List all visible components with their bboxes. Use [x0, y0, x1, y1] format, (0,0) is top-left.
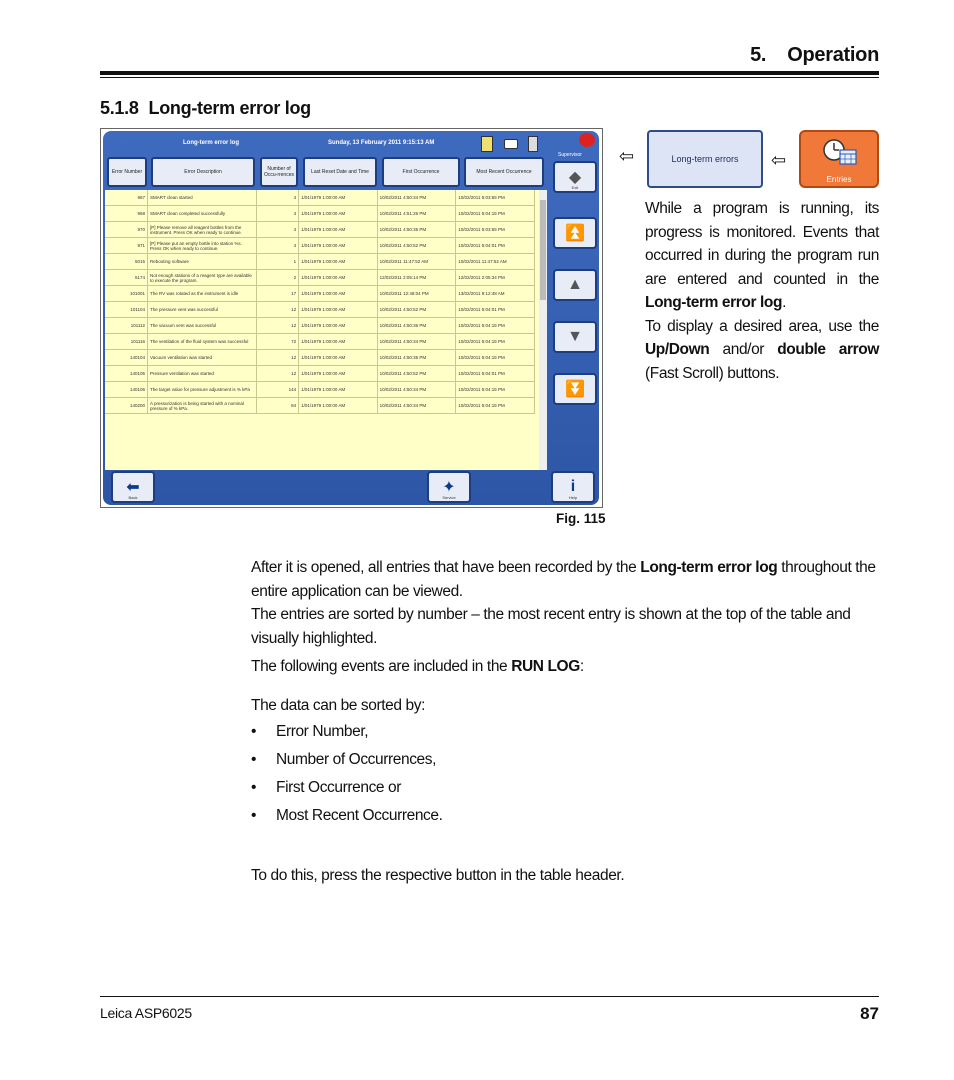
- table-cell: Pressure ventilation was started: [148, 366, 257, 382]
- table-cell: 144: [256, 382, 298, 398]
- user-label: Supervisor: [558, 152, 582, 158]
- bottle-icon: [481, 136, 493, 152]
- help-label: Help: [568, 495, 578, 500]
- info-icon: i: [570, 478, 576, 495]
- table-cell: 10/02/2011 5:03:55 PM: [456, 190, 535, 206]
- table-cell: 10/02/2011 11:47:52 AM: [377, 254, 456, 270]
- list-item: • Most Recent Occurrence.: [251, 807, 443, 824]
- side-text-bold-3: double arrow: [777, 341, 879, 358]
- table-cell: 1/01/1979 1:00:00 AM: [299, 366, 377, 382]
- table-cell: 1/01/1979 1:00:00 AM: [299, 206, 377, 222]
- table-cell: The vacuum vent was successful: [148, 318, 257, 334]
- table-cell: 1/01/1979 1:00:00 AM: [299, 286, 377, 302]
- table-row[interactable]: [105, 302, 535, 318]
- table-cell: 1/01/1979 1:00:00 AM: [299, 270, 377, 286]
- table-scrollbar[interactable]: [539, 190, 547, 470]
- chapter-number: 5.: [750, 44, 767, 66]
- service-label: Service: [442, 495, 456, 500]
- table-row[interactable]: [105, 206, 535, 222]
- table-cell: 72: [256, 334, 298, 350]
- arrow-left-icon: ⇦: [771, 150, 787, 170]
- table-cell: SMART clean started: [148, 190, 257, 206]
- table-cell: 1/01/1979 1:00:00 AM: [299, 382, 377, 398]
- screen-date: Sunday, 13 February 2011 9:15:13 AM: [328, 140, 435, 146]
- table-cell: 1/01/1979 1:00:00 AM: [299, 222, 377, 238]
- side-text-end: .: [782, 294, 786, 311]
- table-cell: 12: [256, 302, 298, 318]
- table-cell: 971: [105, 238, 148, 254]
- list-item-text: Error Number,: [276, 723, 369, 740]
- table-cell: [P] Please put an empty bottle into station %s. Press OK when ready to continue.: [148, 238, 257, 254]
- table-row[interactable]: [105, 318, 535, 334]
- table-row[interactable]: [105, 366, 535, 382]
- table-row[interactable]: [105, 222, 535, 238]
- table-row[interactable]: [105, 238, 535, 254]
- table-cell: 10/02/2011 4:50:34 PM: [377, 382, 456, 398]
- clock-calendar-icon: [823, 138, 857, 166]
- table-cell: A pressurization is being started with a nominal pressure of % kPa.: [148, 398, 257, 414]
- table-row[interactable]: [105, 398, 535, 414]
- table-cell: 101001: [105, 286, 148, 302]
- table-cell: 10/02/2011 4:50:34 PM: [377, 190, 456, 206]
- table-cell: 1/01/1979 1:00:00 AM: [299, 398, 377, 414]
- table-cell: 968: [105, 206, 148, 222]
- table-cell: 84: [256, 398, 298, 414]
- side-text-bold-1: Long-term error log: [645, 294, 783, 311]
- table-cell: 12/02/2011 2:05:14 PM: [377, 270, 456, 286]
- table-cell: The RV was rotated as the instrument is idle: [148, 286, 257, 302]
- status-icon: [528, 136, 538, 152]
- table-row[interactable]: [105, 190, 535, 206]
- section-title: Long-term error log: [148, 98, 311, 118]
- table-cell: 1/01/1979 1:00:00 AM: [299, 254, 377, 270]
- body-text: The entries are sorted by number – the most recent entry is shown at the top of the table and visually highlighted.: [251, 606, 851, 647]
- screen-panel: [103, 131, 599, 505]
- page-down-button[interactable]: [553, 373, 597, 405]
- table-cell: 10/02/2011 4:50:35 PM: [377, 222, 456, 238]
- page-up-button[interactable]: [553, 217, 597, 249]
- list-item: • Number of Occurrences,: [251, 751, 437, 768]
- body-text: The following events are included in the: [251, 658, 512, 675]
- error-log-table: [105, 190, 545, 470]
- table-cell: 970: [105, 222, 148, 238]
- side-description: [645, 197, 879, 385]
- table-cell: 4: [256, 222, 298, 238]
- body-paragraph-5: To do this, press the respective button in the table header.: [251, 867, 625, 884]
- table-cell: 10/02/2011 5:04:15 PM: [456, 398, 535, 414]
- table-cell: 17: [256, 286, 298, 302]
- side-text-1: While a program is running, its progress is monitored. Events that occurred in during the program run are entered and counted in the: [645, 200, 879, 288]
- table-cell: 10/02/2011 5:04:15 PM: [456, 318, 535, 334]
- table-cell: 10/02/2011 5:04:15 PM: [456, 382, 535, 398]
- table-cell: 101112: [105, 318, 148, 334]
- table-row[interactable]: [105, 270, 535, 286]
- body-bold: RUN LOG: [511, 658, 580, 675]
- header-rule-thin: [100, 77, 879, 78]
- body-text: throughout the entire application can be viewed.: [251, 559, 876, 600]
- double-down-icon: ⏬: [565, 381, 585, 398]
- battery-icon: [504, 139, 518, 149]
- side-text-2b: and/or: [709, 341, 778, 358]
- table-cell: The pressure vent was successful: [148, 302, 257, 318]
- double-up-icon: ⏫: [565, 225, 585, 242]
- entries-label: Entries: [826, 175, 852, 184]
- list-item-text: First Occurrence or: [276, 779, 402, 796]
- table-cell: 1/01/1979 1:00:00 AM: [299, 318, 377, 334]
- side-text-2a: To display a desired area, use the: [645, 317, 879, 335]
- exit-label: Exit: [571, 185, 579, 190]
- chapter-title: Operation: [787, 44, 879, 66]
- table-cell: 10/02/2011 4:50:52 PM: [377, 366, 456, 382]
- alarm-icon: [579, 133, 595, 147]
- table-cell: 1: [256, 254, 298, 270]
- side-text-bold-2: Up/Down: [645, 341, 710, 358]
- up-button[interactable]: [553, 269, 597, 301]
- table-cell: 10/02/2011 5:04:01 PM: [456, 238, 535, 254]
- table-cell: 1/01/1979 1:00:00 AM: [299, 302, 377, 318]
- table-cell: 140105: [105, 366, 148, 382]
- table-cell: 10/02/2011 4:50:52 PM: [377, 302, 456, 318]
- table-cell: 1/01/1979 1:00:00 AM: [299, 350, 377, 366]
- list-item-text: Number of Occurrences,: [276, 751, 437, 768]
- table-cell: 10/02/2011 5:04:15 PM: [456, 334, 535, 350]
- down-icon: ▼: [567, 328, 583, 345]
- table-row[interactable]: [105, 350, 535, 366]
- sort-error-number-button[interactable]: Error Number: [107, 157, 147, 187]
- table-cell: 2: [256, 270, 298, 286]
- table-row[interactable]: [105, 254, 535, 270]
- wrench-icon: ✦: [442, 479, 456, 496]
- table-cell: 5015: [105, 254, 148, 270]
- footer-rule: [100, 996, 879, 997]
- table-cell: 12: [256, 318, 298, 334]
- up-icon: ▲: [567, 276, 583, 293]
- last-reset-header: Last Reset Date and Time: [303, 157, 377, 187]
- table-cell: 10/02/2011 5:04:01 PM: [456, 302, 535, 318]
- body-text: :: [579, 658, 584, 675]
- table-row[interactable]: [105, 334, 535, 350]
- table-cell: 140200: [105, 398, 148, 414]
- table-cell: Vacuum ventilation was started: [148, 350, 257, 366]
- table-cell: 10/02/2011 11:47:52 AM: [456, 254, 535, 270]
- table-cell: 4: [256, 206, 298, 222]
- back-button[interactable]: [111, 471, 155, 503]
- table-cell: The target value for pressure adjustment is % kPa: [148, 382, 257, 398]
- table-cell: 1/01/1979 1:00:00 AM: [299, 334, 377, 350]
- table-cell: The ventilation of the fluid system was successful: [148, 334, 257, 350]
- table-cell: 10/02/2011 4:50:52 PM: [377, 238, 456, 254]
- body-bold: Long-term error log: [640, 559, 778, 576]
- table-row[interactable]: [105, 382, 535, 398]
- table-cell: 10/02/2011 12:48:04 PM: [377, 286, 456, 302]
- table-cell: 4: [256, 190, 298, 206]
- table-cell: 10/02/2011 4:50:35 PM: [377, 350, 456, 366]
- table-cell: 5174: [105, 270, 148, 286]
- sort-occurrences-button[interactable]: Number of Occu-rrences: [260, 157, 298, 187]
- table-cell: 10/02/2011 4:50:34 PM: [377, 398, 456, 414]
- section-heading: [100, 98, 321, 119]
- service-button[interactable]: [427, 471, 471, 503]
- table-cell: 140104: [105, 350, 148, 366]
- entries-button[interactable]: [799, 130, 879, 188]
- table-cell: 1/01/1979 1:00:00 AM: [299, 190, 377, 206]
- help-button[interactable]: [551, 471, 595, 503]
- body-paragraph-1: [251, 556, 879, 650]
- table-cell: 10/02/2011 4:50:34 PM: [377, 334, 456, 350]
- list-item: • Error Number,: [251, 723, 369, 740]
- table-cell: 1/01/1979 1:00:00 AM: [299, 238, 377, 254]
- sort-most-recent-button[interactable]: Most Recent Occurrence: [464, 157, 544, 187]
- body-paragraph-4: The data can be sorted by:: [251, 697, 425, 714]
- table-cell: 13/02/2011 9:12:48 AM: [456, 286, 535, 302]
- long-term-errors-button[interactable]: Long-term errors: [647, 130, 763, 188]
- body-text: After it is opened, all entries that have been recorded by the: [251, 559, 641, 576]
- table-cell: 967: [105, 190, 148, 206]
- back-arrow-icon: ⬅: [126, 479, 140, 496]
- table-cell: 10/02/2011 5:04:15 PM: [456, 206, 535, 222]
- table-row[interactable]: [105, 286, 535, 302]
- table-cell: [P] Please remove all reagent bottles from the instrument. Press OK when ready to continue.: [148, 222, 257, 238]
- screen-title: Long-term error log: [183, 140, 240, 146]
- table-cell: 12/02/2011 2:05:34 PM: [456, 270, 535, 286]
- table-cell: 10/02/2011 4:50:36 PM: [377, 318, 456, 334]
- header-rule: [100, 71, 879, 75]
- body-paragraph-3: [251, 655, 879, 679]
- table-cell: 101104: [105, 302, 148, 318]
- table-cell: 10/02/2011 4:51:26 PM: [377, 206, 456, 222]
- arrow-left-icon: ⇦: [619, 146, 635, 166]
- page-number: 87: [860, 1004, 879, 1023]
- table-cell: 10/02/2011 5:04:01 PM: [456, 366, 535, 382]
- list-item: • First Occurrence or: [251, 779, 402, 796]
- long-term-error-log-screenshot: [100, 128, 603, 508]
- table-cell: 10/02/2011 5:03:55 PM: [456, 222, 535, 238]
- section-number: 5.1.8: [100, 98, 139, 118]
- table-cell: Not enough stations of a reagent type are available to execute the program.: [148, 270, 257, 286]
- down-button[interactable]: [553, 321, 597, 353]
- table-cell: Rebooting software: [148, 254, 257, 270]
- table-cell: 140106: [105, 382, 148, 398]
- footer-product: Leica ASP6025: [100, 1005, 192, 1021]
- chapter-header: [745, 44, 879, 67]
- table-cell: 101116: [105, 334, 148, 350]
- sort-first-occurrence-button[interactable]: First Occurrence: [382, 157, 460, 187]
- list-item-text: Most Recent Occurrence.: [276, 807, 443, 824]
- table-cell: 4: [256, 238, 298, 254]
- exit-button[interactable]: ◆ Exit: [553, 161, 597, 193]
- table-cell: 10/02/2011 5:04:15 PM: [456, 350, 535, 366]
- figure-caption: Fig. 115: [556, 511, 606, 526]
- table-cell: 12: [256, 350, 298, 366]
- table-cell: SMART clean completed successfully: [148, 206, 257, 222]
- scrollbar-thumb[interactable]: [540, 200, 546, 300]
- error-description-header: Error Description: [151, 157, 255, 187]
- back-label: Back: [128, 495, 138, 500]
- table-cell: 12: [256, 366, 298, 382]
- side-text-2c: (Fast Scroll) buttons.: [645, 364, 780, 382]
